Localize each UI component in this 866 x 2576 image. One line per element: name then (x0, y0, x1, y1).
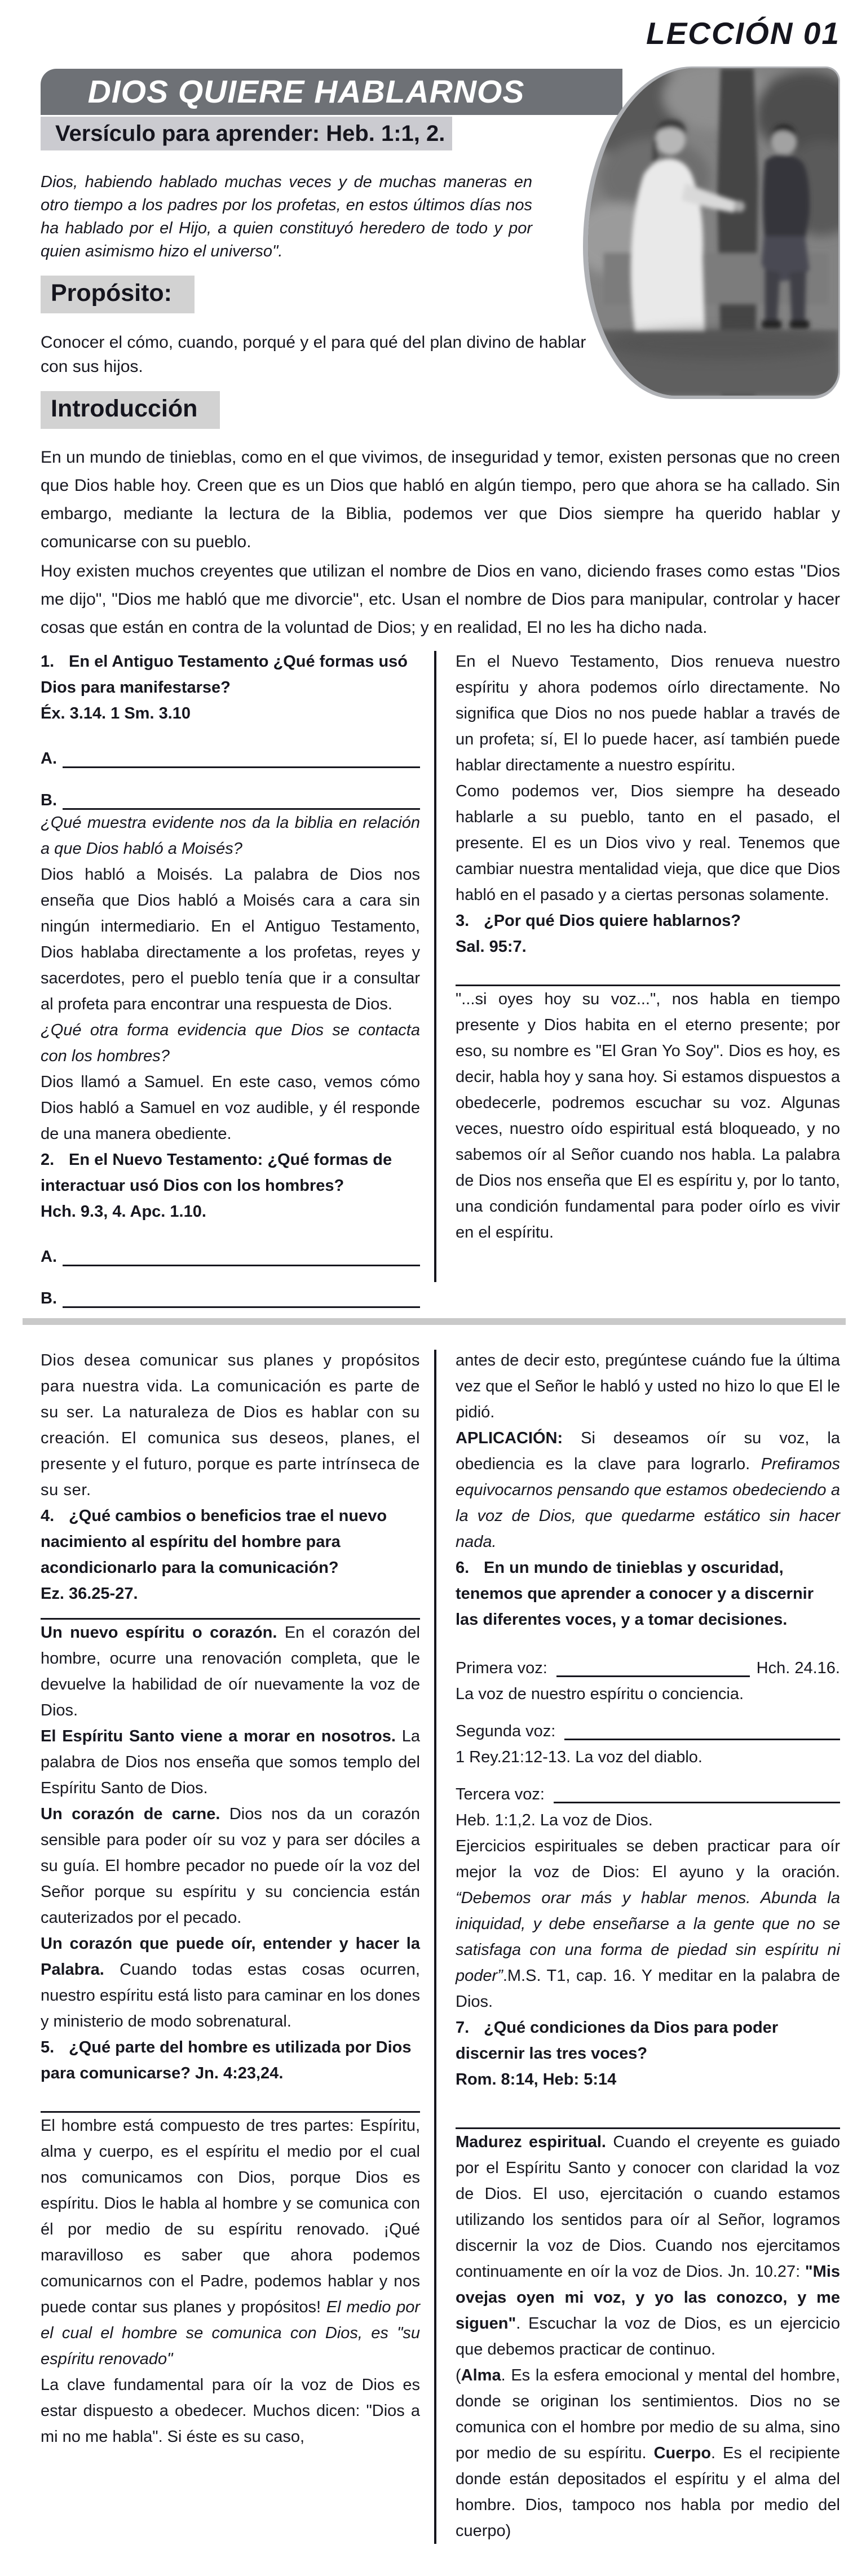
paragraph-corazon-carne: Un corazón de carne. Dios nos da un corazón sensible para poder oír su voz y para ser dóciles a su guía. El hombre pecador no puede oír la voz del Señor porque su espíritu y su conciencia están cauterizados por el pecado. (41, 1805, 420, 1927)
jesus-conversation-photo (588, 68, 838, 396)
sub-question-contacto: ¿Qué otra forma evidencia que Dios se contacta con los hombres? (41, 1021, 420, 1065)
question-4: 4. ¿Qué cambios o beneficios trae el nuevo nacimiento al espíritu del hombre para acondicionarlo para la comunicación? Ez. 36.25-27. (41, 1503, 420, 1607)
paragraph-moises: Dios habló a Moisés. La palabra de Dios nos enseña que Dios habló a Moisés cara a cara sin ningún intermediario. En el Antiguo Testamento, Dios hablaba directamente a los profetas, reyes y sacerdotes, pero el pueblo tenía que ir a consultar al profeta para encontrar una respuesta de Dios. (41, 866, 420, 1013)
paragraph-tres-partes: El hombre está compuesto de tres partes: Espíritu, alma y cuerpo, es el espíritu el medio por el cual nos comunicamos con Dios, porque Dios es espíritu. Dios le habla al hombre y se comunica con él por medio de su espíritu renovado. ¡Qué maravilloso es saber que ahora podemos comunicarnos con el Padre, podemos hablar y nos puede contar sus planes y propósitos! El medio por el cual el hombre se comunica con Dios, es "su espíritu renovado" (41, 2117, 420, 2368)
photo-frame (583, 66, 840, 399)
voice-group-2 (456, 1718, 840, 1770)
question-1: 1. En el Antiguo Testamento ¿Qué formas usó Dios para manifestarse? Éx. 3.14. 1 Sm. 3.10 (41, 649, 420, 726)
photo-illustration (588, 68, 838, 396)
voice-group-1 (456, 1655, 840, 1707)
paragraph-alma-cuerpo: (Alma. Es la esfera emocional y mental del hombre, donde se originan los sentimientos. Dios no se comunica con el hombre por medio de su alma, sino por medio de su espíritu. Cuerpo. Es el recipiente donde están depositados el espíritu y el alma del hombre. Dios, tampoco nos habla por medio del cuerpo) (456, 2366, 840, 2540)
introduction-paragraph-2: Hoy existen muchos creyentes que utilizan el nombre de Dios en vano, diciendo frases como estas "Dios me dijo", "Dios me habló que me divorcie", etc. Usan el nombre de Dios para manipular, controlar y hacer cosas que están en contra de la voluntad de Dios; y en realidad, El no les ha dicho nada. (41, 562, 840, 637)
main-title-bar (41, 69, 622, 115)
answer-blank-b: B. (41, 782, 420, 810)
paragraph-clave-obedecer: La clave fundamental para oír la voz de Dios es estar dispuesto a obedecer. Muchos dicen: "Dios a mi no me habla". Si éste es su caso, (41, 2376, 420, 2446)
question-4-reference: Ez. 36.25-27. (41, 1585, 138, 1603)
question-2-reference: Hch. 9.3, 4. Apc. 1.10. (41, 1203, 206, 1221)
paragraph-gran-yo-soy: "...si oyes hoy su voz...", nos habla en tiempo presente y Dios habita en el eterno presente; por eso, su nombre es "El Gran Yo Soy". Dios es hoy, es decir, habla hoy y sana hoy. Si estamos dispuestos a obedecerle, podremos escuchar su voz. Algunas veces, nuestro oído espiritual está bloqueado, y no sabemos oír al Señor cuando nos habla. La palabra de Dios nos enseña que El es espíritu y, por lo tanto, una condición fundamental para poder oírlo es vivir en el espíritu. (456, 990, 840, 1242)
paragraph-dios-vivo: Como podemos ver, Dios siempre ha deseado hablarle a su pueblo, tanto en el pasado, el presente. El es un Dios vivo y real. Tenemos que cambiar nuestra mentalidad vieja, que dice que Dios habló en el pasado y a ciertas personas solamente. (456, 782, 840, 904)
purpose-heading-bar (41, 276, 195, 313)
paragraph-samuel: Dios llamó a Samuel. En este caso, vemos cómo Dios habló a Samuel en voz audible, y él responde de una manera obediente. (41, 1073, 420, 1143)
question-6: 6. En un mundo de tinieblas y oscuridad, tenemos que aprender a conocer y a discernir las diferentes voces, y a tomar decisiones. (456, 1559, 814, 1629)
answer-blank-a2: A. (41, 1238, 420, 1266)
lesson-number-label: LECCIÓN 01 (646, 16, 840, 51)
question-5: 5. ¿Qué parte del hombre es utilizada por Dios para comunicarse? Jn. 4:23,24. (41, 2038, 412, 2082)
paragraph-nuevo-espiritu: Un nuevo espíritu o corazón. En el corazón del hombre, ocurre una renovación completa, que le devuelve la habilidad de oír nuevamente la voz de Dios. (41, 1624, 420, 1719)
answer-blank-b2: B. (41, 1280, 420, 1308)
fill-in-line (564, 1721, 840, 1740)
question-7: 7. ¿Qué condiciones da Dios para poder discernir las tres voces? Rom. 8:14, Heb: 5:14 (456, 2015, 840, 2092)
answer-blank-a: A. (41, 740, 420, 768)
section-1 (41, 649, 840, 1308)
introduction-paragraph-1: En un mundo de tinieblas, como en el que vivimos, de inseguridad y temor, existen personas que no creen que Dios hable hoy. Creen que es un Dios que habló en algún tiempo, pero que ahora se ha callado. Sin embargo, mediante la lectura de la Biblia, podemos ver que Dios siempre ha querido hablar y comunicarse con su pueblo. (41, 448, 840, 551)
section-2-left-column (41, 1347, 420, 2544)
section-1-right-column (456, 649, 840, 1308)
voice-1-row: Primera voz: Hch. 24.16. (456, 1655, 840, 1681)
question-3: 3. ¿Por qué Dios quiere hablarnos? Sal. 95:7. (456, 908, 840, 960)
sub-question-moises: ¿Qué muestra evidente nos da la biblia en relación a que Dios habló a Moisés? (41, 814, 420, 858)
voice-2-description: 1 Rey.21:12-13. La voz del diablo. (456, 1748, 702, 1766)
paragraph-madurez: Madurez espiritual. Cuando el creyente es guiado por el Espíritu Santo y conocer con claridad la voz de Dios. El uso, ejercitación o cuando estamos utilizando los sentidos para oír al Señor, logramos discernir la voz de Dios. Cuando nos ejercitamos continuamente en oír la voz de Dios. Jn. 10.27: "Mis ovejas oyen mi voz, y yo las conozco, y me siguen". Escuchar la voz de Dios, es un ejercicio que debemos practicar de continuo. (456, 2133, 840, 2358)
answer-line (63, 744, 420, 768)
paragraph-corazon-oye: Un corazón que puede oír, entender y hacer la Palabra. Cuando todas estas cosas ocurren, nuestro espíritu está listo para caminar en los dones y ministerio de modo sobrenatural. (41, 1935, 420, 2030)
answer-line (63, 786, 420, 810)
paragraph-ejercicios: Ejercicios espirituales se deben practicar para oír mejor la voz de Dios: El ayuno y la oración. “Debemos orar más y hablar menos. Abunda la iniquidad, y debe enseñarse a la gente que no se satisfaga con una forma de piedad sin espíritu ni poder”.M.S. T1, cap. 16. Y meditar en la palabra de Dios. (456, 1837, 840, 2011)
voice-2-row: Segunda voz: (456, 1718, 840, 1744)
section-2 (41, 1347, 840, 2544)
question-2: 2. En el Nuevo Testamento: ¿Qué formas de interactuar usó Dios con los hombres? Hch. 9.3, 4. Apc. 1.10. (41, 1147, 420, 1225)
verse-reference-label: Versículo para aprender: Heb. 1:1, 2. (55, 121, 445, 146)
paragraph-aplicacion: APLICACIÓN: Si deseamos oír su voz, la obediencia es la clave para lograrlo. Prefiramos equivocarnos pensando que estamos obedeciendo a la voz de Dios, que quedarme estático sin hacer nada. (456, 1429, 840, 1551)
introduction-heading: Introducción (51, 395, 198, 422)
section-2-right-column (456, 1347, 840, 2544)
verse-reference-bar (41, 117, 452, 150)
fill-in-line (556, 1657, 750, 1677)
question-1-reference: Éx. 3.14. 1 Sm. 3.10 (41, 704, 191, 722)
voice-1-description: La voz de nuestro espíritu o conciencia. (456, 1685, 744, 1703)
section-divider-bar (23, 1318, 846, 1325)
paragraph-nt-renueva: En el Nuevo Testamento, Dios renueva nuestro espíritu y ahora podemos oírlo directamente. No significa que Dios no nos puede hablar a través de un profeta; sí, El lo puede hacer, así también puede hablar directamente a nuestro espíritu. (456, 653, 840, 774)
section-1-left-column (41, 649, 420, 1308)
question-7-reference: Rom. 8:14, Heb: 5:14 (456, 2070, 617, 2089)
voice-3-description: Heb. 1:1,2. La voz de Dios. (456, 1811, 653, 1829)
question-3-reference: Sal. 95:7. (456, 938, 527, 956)
paragraph-comunicar-planes: Dios desea comunicar sus planes y propósitos para nuestra vida. La comunicación es parte de su ser. La naturaleza de Dios es hablar con su creación. El comunica sus deseos, planes, el presente y el futuro, porque es parte intrínseca de su ser. (41, 1351, 420, 1499)
introduction-heading-bar (41, 391, 220, 429)
paragraph-antes-de-decir: antes de decir esto, pregúntese cuándo fue la última vez que el Señor le habló y usted no hizo lo que El le pidió. (456, 1351, 840, 1421)
voice-group-3 (456, 1781, 840, 1833)
purpose-text: Conocer el cómo, cuando, porqué y el para qué del plan divino de hablar con sus hijos. (41, 333, 586, 376)
answer-line (63, 1242, 420, 1266)
purpose-heading: Propósito: (51, 280, 172, 307)
main-title: DIOS QUIERE HABLARNOS (87, 74, 525, 110)
memory-verse-text: Dios, habiendo hablado muchas veces y de muchas maneras en otro tiempo a los padres por los profetas, en estos últimos días nos ha hablado por el Hijo, a quien constituyó heredero de todo y por quien asimismo hizo el universo". (41, 173, 532, 260)
paragraph-espiritu-santo: El Espíritu Santo viene a morar en nosotros. La palabra de Dios nos enseña que somos templo del Espíritu Santo de Dios. (41, 1727, 420, 1797)
voice-3-row: Tercera voz: (456, 1781, 840, 1807)
fill-in-line (554, 1784, 840, 1803)
answer-line (63, 1284, 420, 1308)
